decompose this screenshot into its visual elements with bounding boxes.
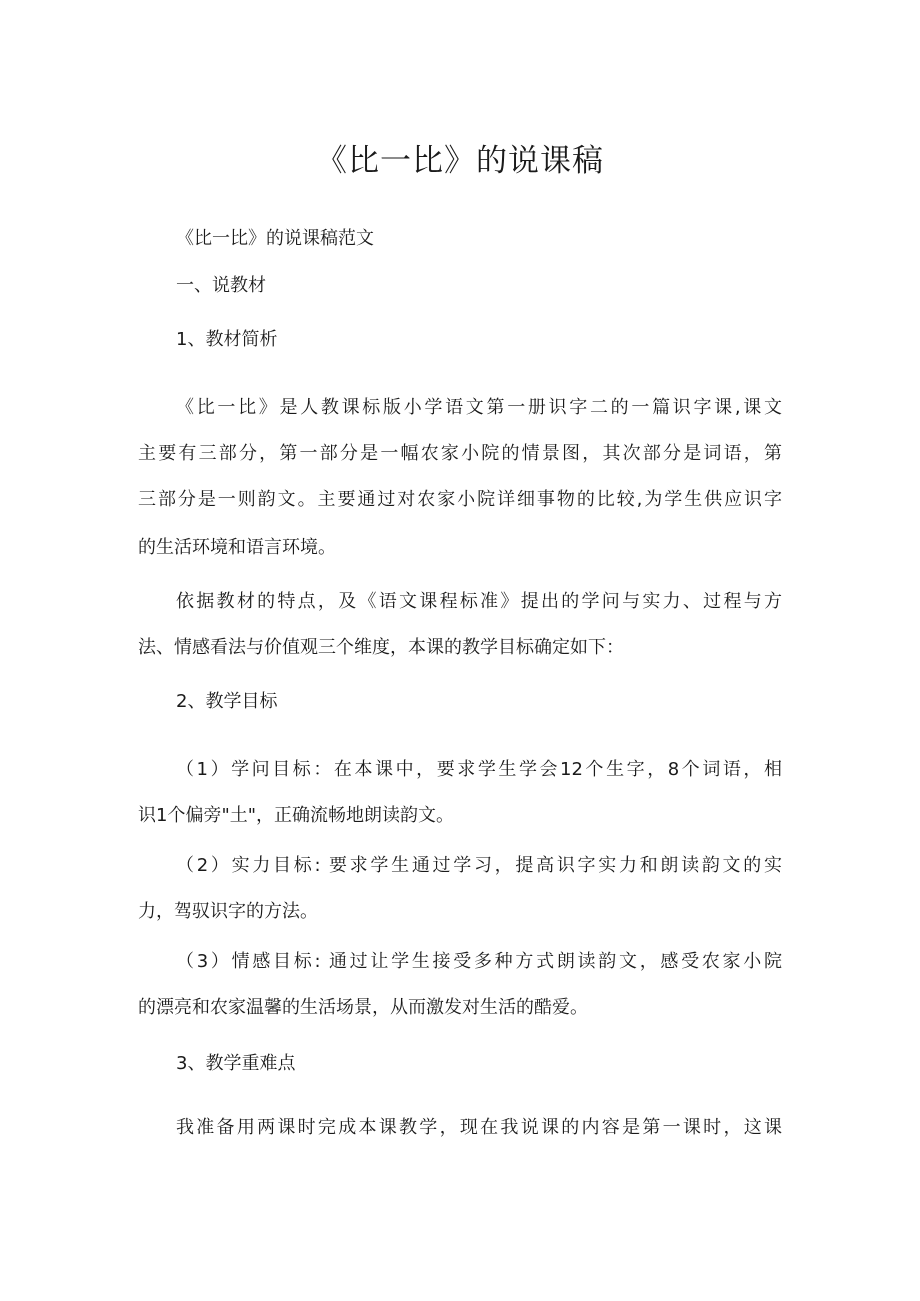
section-heading-teaching-goals: 2、教学目标: [176, 691, 278, 712]
goal-emotion-line: （3）情感目标: 通过让学生接受多种方式朗读韵文，感受农家小院: [176, 951, 782, 972]
goal-knowledge-line: （1）学问目标：在本课中，要求学生学会12个生字，8个词语，相: [176, 759, 782, 780]
goal-ability-line: （2）实力目标: 要求学生通过学习，提高识字实力和朗读韵文的实: [176, 855, 782, 876]
goal-knowledge-line: 识1个偏旁"土"，正确流畅地朗读韵文。: [138, 805, 455, 826]
section-heading-material-analysis: 1、教材简析: [176, 329, 278, 350]
goal-ability-line: 力，驾驭识字的方法。: [138, 901, 318, 922]
paragraph-line: 依据教材的特点，及《语文课程标准》提出的学问与实力、过程与方: [176, 591, 782, 612]
document-title: 《比一比》的说课稿: [316, 143, 604, 179]
paragraph-line: 法、情感看法与价值观三个维度，本课的教学目标确定如下：: [138, 637, 624, 658]
paragraph-line: 《比一比》是人教课标版小学语文第一册识字二的一篇识字课,课文: [176, 397, 782, 418]
goal-emotion-line: 的漂亮和农家温馨的生活场景，从而激发对生活的酷爱。: [138, 997, 588, 1018]
paragraph-line: 三部分是一则韵文。主要通过对农家小院详细事物的比较,为学生供应识字: [138, 489, 782, 510]
paragraph-line: 的生活环境和语言环境。: [138, 537, 336, 558]
subtitle: 《比一比》的说课稿范文: [176, 228, 374, 249]
section-heading-key-points: 3、教学重难点: [176, 1053, 296, 1074]
paragraph-line: 我准备用两课时完成本课教学，现在我说课的内容是第一课时，这课: [176, 1117, 782, 1138]
paragraph-line: 主要有三部分，第一部分是一幅农家小院的情景图，其次部分是词语，第: [138, 443, 782, 464]
section-heading-teaching-material: 一、说教材: [176, 275, 266, 296]
